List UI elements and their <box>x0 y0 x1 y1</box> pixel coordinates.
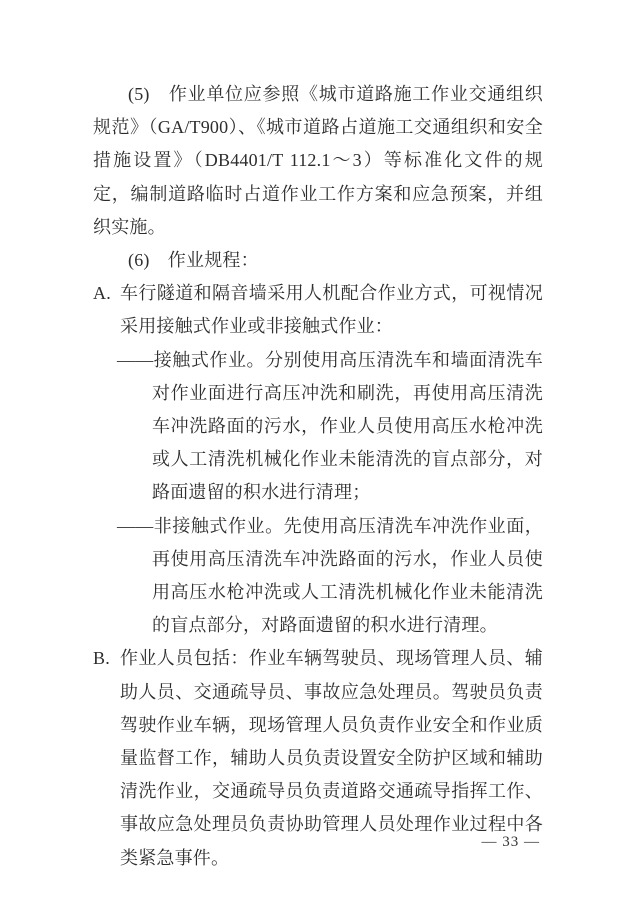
list-item-a <box>93 277 543 343</box>
paragraph-item-6-heading: (6) 作业规程： <box>128 250 259 271</box>
dash-item-non-contact-operation: ——非接触式作业。先使用高压清洗车冲洗作业面，再使用高压清洗车冲洗路面的污水，作业人员使用高压水枪冲洗或人工清洗机械化作业未能清洗的盲点部分，对路面遗留的积水进行清理。 <box>117 515 543 636</box>
list-item-a-text: 车行隧道和隔音墙采用人机配合作业方式，可视情况采用接触式作业或非接触式作业： <box>120 283 543 337</box>
paragraph-item-5: (5) 作业单位应参照《城市道路施工作业交通组织规范》（GA/T900）、《城市道路占道施工交通组织和安全措施设置》（DB4401/T 112.1～3）等标准化文件的规定，编制道路临时占道作业工作方案和应急预案，并组织实施。 <box>93 84 543 237</box>
list-item-b-text: 作业人员包括：作业车辆驾驶员、现场管理人员、辅助人员、交通疏导员、事故应急处理员。驾驶员负责驾驶作业车辆，现场管理人员负责作业安全和作业质量监督工作，辅助人员负责设置安全防护区域和辅助清洗作业，交通疏导员负责道路交通疏导指挥工作、事故应急处理员负责协助管理人员处理作业过程中各类紧急事件。 <box>120 648 543 868</box>
list-item-b-marker: B. <box>93 648 110 669</box>
list-item-a-marker: A. <box>93 283 111 304</box>
list-item-b <box>93 642 543 874</box>
document-body <box>93 78 543 875</box>
dash-item-contact-operation: ——接触式作业。分别使用高压清洗车和墙面清洗车对作业面进行高压冲洗和刷洗，再使用高压清洗车冲洗路面的污水，作业人员使用高压水枪冲洗或人工清洗机械化作业未能清洗的盲点部分，对路面遗留的积水进行清理； <box>117 349 543 503</box>
page-number: — 33 — <box>481 834 540 850</box>
